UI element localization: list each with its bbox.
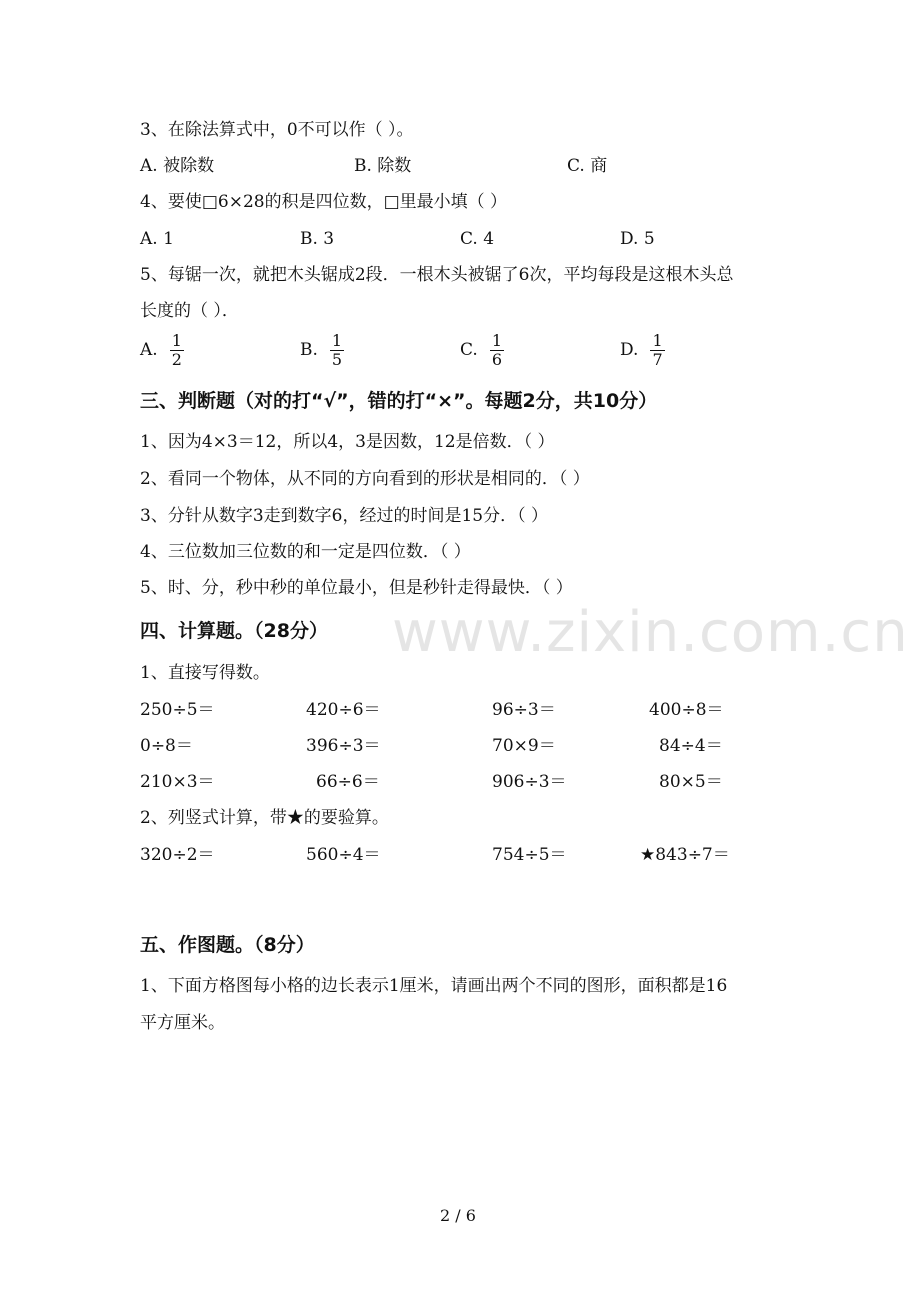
calc-cell: 66÷6＝ bbox=[316, 772, 380, 792]
question-5-line-2: 长度的（ ）． bbox=[140, 301, 239, 321]
option-label: C. bbox=[460, 340, 478, 360]
fraction-denominator: 5 bbox=[331, 350, 343, 369]
question-4-option-c: C. 4 bbox=[460, 229, 495, 249]
question-5-option-a bbox=[140, 332, 184, 369]
option-label: A. bbox=[140, 340, 158, 360]
question-5-option-b bbox=[300, 332, 344, 369]
fraction-numerator: 1 bbox=[652, 331, 663, 350]
question-3-text: 3、在除法算式中，0不可以作（ ）。 bbox=[140, 120, 414, 140]
fraction bbox=[650, 332, 664, 369]
calc-cell: 0÷8＝ bbox=[140, 736, 193, 756]
vertical-calc-cell: 560÷4＝ bbox=[306, 845, 381, 865]
judge-item-5: 5、时、分，秒中秒的单位最小，但是秒针走得最快．（ ） bbox=[140, 578, 573, 598]
fraction-denominator: 6 bbox=[491, 350, 502, 369]
fraction-numerator: 1 bbox=[491, 331, 502, 350]
judge-item-1: 1、因为4×3＝12，所以4，3是因数，12是倍数．（ ） bbox=[140, 432, 555, 452]
question-5-line-1: 5、每锯一次，就把木头锯成2段．一根木头被锯了6次，平均每段是这根木头总 bbox=[140, 265, 734, 285]
vertical-calc-cell: 754÷5＝ bbox=[492, 845, 567, 865]
question-3-option-b: B. 除数 bbox=[354, 156, 412, 176]
vertical-calc-cell: 320÷2＝ bbox=[140, 845, 215, 865]
calc-cell: 400÷8＝ bbox=[649, 700, 724, 720]
question-4-option-d: D. 5 bbox=[620, 229, 655, 249]
section-judge-title: 三、判断题（对的打“√”，错的打“×”。每题2分，共10分） bbox=[140, 390, 658, 412]
judge-item-4: 4、三位数加三位数的和一定是四位数．（ ） bbox=[140, 542, 471, 562]
question-3-option-c: C. 商 bbox=[567, 156, 608, 176]
section-draw-title: 五、作图题。（8分） bbox=[140, 934, 315, 956]
calc-cell: 250÷5＝ bbox=[140, 700, 215, 720]
fraction-denominator: 7 bbox=[652, 350, 663, 369]
fraction-denominator: 2 bbox=[171, 350, 182, 369]
calc-cell: 396÷3＝ bbox=[306, 736, 381, 756]
vertical-calc-cell: ★843÷7＝ bbox=[640, 845, 730, 865]
draw-line-2: 平方厘米。 bbox=[140, 1013, 225, 1033]
question-4-option-b: B. 3 bbox=[300, 229, 335, 249]
fraction-numerator: 1 bbox=[331, 331, 343, 350]
fraction-numerator: 1 bbox=[171, 331, 182, 350]
calc-sub-1: 1、直接写得数。 bbox=[140, 663, 270, 683]
question-4-text: 4、要使□6×28的积是四位数，□里最小填（ ） bbox=[140, 192, 508, 212]
fraction bbox=[330, 332, 344, 369]
question-5-option-d bbox=[620, 332, 665, 369]
calc-cell: 210×3＝ bbox=[140, 772, 215, 792]
calc-sub-2: 2、列竖式计算，带★的要验算。 bbox=[140, 808, 389, 828]
fraction bbox=[170, 332, 184, 369]
question-5-option-c bbox=[460, 332, 504, 369]
calc-cell: 906÷3＝ bbox=[492, 772, 567, 792]
calc-cell: 420÷6＝ bbox=[306, 700, 381, 720]
calc-cell: 80×5＝ bbox=[659, 772, 723, 792]
question-4-option-a: A. 1 bbox=[140, 229, 174, 249]
question-3-option-a: A. 被除数 bbox=[140, 156, 215, 176]
section-calc-title: 四、计算题。（28分） bbox=[140, 620, 328, 642]
fraction bbox=[490, 332, 504, 369]
page-number: 2 / 6 bbox=[440, 1206, 476, 1225]
judge-item-3: 3、分针从数字3走到数字6，经过的时间是15分．（ ） bbox=[140, 506, 548, 526]
calc-cell: 70×9＝ bbox=[492, 736, 556, 756]
option-label: D. bbox=[620, 340, 639, 360]
draw-line-1: 1、下面方格图每小格的边长表示1厘米，请画出两个不同的图形，面积都是16 bbox=[140, 976, 728, 996]
calc-cell: 96÷3＝ bbox=[492, 700, 556, 720]
calc-cell: 84÷4＝ bbox=[659, 736, 723, 756]
watermark: www.zixin.com.cn bbox=[392, 600, 909, 665]
judge-item-2: 2、看同一个物体，从不同的方向看到的形状是相同的．（ ） bbox=[140, 469, 590, 489]
option-label: B. bbox=[300, 340, 318, 360]
